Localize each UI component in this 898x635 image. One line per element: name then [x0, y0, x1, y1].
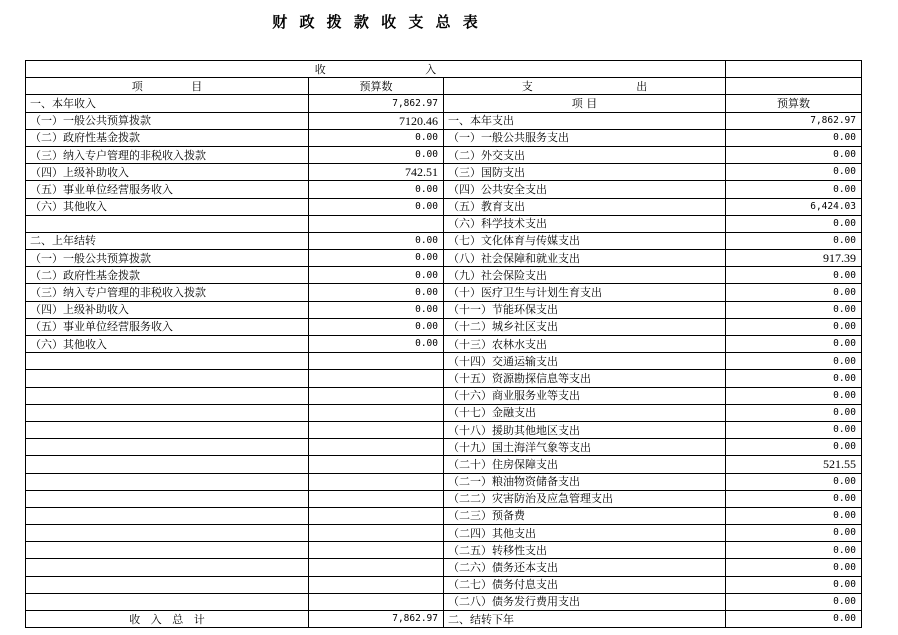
expense-item: （二五）转移性支出 [444, 542, 726, 558]
income-item: （五）事业单位经营服务收入 [26, 319, 309, 335]
table-body [26, 95, 861, 628]
expense-value: 0.00 [833, 596, 856, 608]
expense-value: 0.00 [833, 286, 856, 298]
expense-item: （十七）金融支出 [444, 405, 726, 421]
expense-value: 0.00 [833, 493, 856, 505]
expense-value: 0.00 [833, 424, 856, 436]
empty-cell [26, 508, 309, 524]
expense-item: （十三）农林水支出 [444, 336, 726, 352]
header-row-group [26, 61, 861, 78]
table-row [26, 525, 861, 542]
expense-item: （二二）灾害防治及应急管理支出 [444, 491, 726, 507]
expense-item: （二）外交支出 [444, 147, 726, 163]
expense-item: （一）一般公共服务支出 [444, 130, 726, 146]
empty-cell [309, 577, 444, 593]
empty-cell [309, 508, 444, 524]
table-row [26, 216, 861, 233]
income-item: （六）其他收入 [26, 336, 309, 352]
table-row [26, 95, 861, 112]
income-value: 0.00 [309, 130, 444, 146]
table-row [26, 181, 861, 198]
income-item: （四）上级补助收入 [26, 302, 309, 318]
income-item: （五）事业单位经营服务收入 [26, 181, 309, 197]
expense-item: （十二）城乡社区支出 [444, 319, 726, 335]
expense-value: 917.39 [823, 251, 856, 266]
expense-item: 一、本年支出 [444, 113, 726, 129]
header-income-budget: 预算数 [309, 78, 444, 94]
table-row [26, 422, 861, 439]
income-value: 0.00 [309, 319, 444, 335]
empty-cell [309, 370, 444, 386]
expense-value: 7,862.97 [810, 114, 856, 126]
table-row [26, 113, 861, 130]
empty-cell [309, 542, 444, 558]
expense-value: 0.00 [833, 510, 856, 522]
table-row [26, 611, 861, 628]
expense-item: （七）文化体育与传媒支出 [444, 233, 726, 249]
income-value: 0.00 [309, 284, 444, 300]
empty-cell [26, 542, 309, 558]
expense-value: 0.00 [833, 235, 856, 247]
expense-value: 0.00 [833, 321, 856, 333]
header-expense-item: 项 目 [444, 95, 726, 111]
table-row [26, 491, 861, 508]
table-row [26, 302, 861, 319]
empty-cell [309, 491, 444, 507]
empty-cell [309, 439, 444, 455]
income-item: （四）上级补助收入 [26, 164, 309, 180]
empty-cell [726, 78, 861, 94]
empty-cell [309, 422, 444, 438]
income-item: 一、本年收入 [26, 95, 309, 111]
header-income-item: 项 目 [26, 78, 309, 94]
income-item: （二）政府性基金拨款 [26, 267, 309, 283]
table-row [26, 319, 861, 336]
expense-item: （二八）债务发行费用支出 [444, 594, 726, 610]
table-row [26, 233, 861, 250]
income-item: 二、上年结转 [26, 233, 309, 249]
table-row [26, 594, 861, 611]
income-item: （三）纳入专户管理的非税收入拨款 [26, 284, 309, 300]
header-row-columns [26, 78, 861, 95]
empty-cell [309, 594, 444, 610]
income-value: 7120.46 [309, 113, 444, 129]
empty-cell [26, 474, 309, 490]
table-row [26, 388, 861, 405]
empty-cell [26, 559, 309, 575]
empty-cell [309, 353, 444, 369]
expense-value: 0.00 [833, 527, 856, 539]
income-value: 0.00 [309, 250, 444, 266]
expense-value: 0.00 [833, 132, 856, 144]
empty-cell [26, 405, 309, 421]
table-row [26, 405, 861, 422]
table-row [26, 439, 861, 456]
expense-value: 6,424.03 [810, 200, 856, 212]
empty-cell [309, 525, 444, 541]
table-row [26, 456, 861, 473]
empty-cell [26, 525, 309, 541]
expense-item: （二六）债务还本支出 [444, 559, 726, 575]
page-title: 财 政 拨 款 收 支 总 表 [272, 13, 478, 31]
income-item: （一）一般公共预算拨款 [26, 113, 309, 129]
expense-value: 0.00 [833, 578, 856, 590]
expense-item: （九）社会保险支出 [444, 267, 726, 283]
expense-item: （二四）其他支出 [444, 525, 726, 541]
expense-value: 0.00 [833, 389, 856, 401]
table-row [26, 267, 861, 284]
empty-cell [26, 388, 309, 404]
expense-item: （二七）债务付息支出 [444, 577, 726, 593]
table-row [26, 336, 861, 353]
income-total-label: 收 入 总 计 [26, 611, 309, 627]
expense-item: （十四）交通运输支出 [444, 353, 726, 369]
empty-cell [26, 439, 309, 455]
expense-item: （十八）援助其他地区支出 [444, 422, 726, 438]
expense-value: 0.00 [833, 544, 856, 556]
income-total-value: 7,862.97 [309, 611, 444, 627]
empty-cell [309, 405, 444, 421]
expense-value: 0.00 [833, 303, 856, 315]
empty-cell [26, 216, 309, 232]
table-row [26, 542, 861, 559]
expense-item: （三）国防支出 [444, 164, 726, 180]
table-row [26, 577, 861, 594]
expense-item: （六）科学技术支出 [444, 216, 726, 232]
expense-item: （二一）粮油物资储备支出 [444, 474, 726, 490]
income-item: （三）纳入专户管理的非税收入拨款 [26, 147, 309, 163]
expense-value: 0.00 [833, 407, 856, 419]
expense-value: 0.00 [833, 183, 856, 195]
empty-cell [309, 388, 444, 404]
empty-cell [26, 491, 309, 507]
expense-value: 521.55 [823, 457, 856, 472]
expense-item: （十五）资源勘探信息等支出 [444, 370, 726, 386]
header-expense-budget: 预算数 [777, 96, 810, 110]
expense-value: 0.00 [833, 561, 856, 573]
expense-value: 0.00 [833, 372, 856, 384]
income-value: 0.00 [309, 302, 444, 318]
table-row [26, 130, 861, 147]
expense-value: 0.00 [833, 218, 856, 230]
expense-item: （四）公共安全支出 [444, 181, 726, 197]
income-value: 0.00 [309, 233, 444, 249]
table-row [26, 474, 861, 491]
table-row [26, 250, 861, 267]
empty-cell [26, 594, 309, 610]
income-item: （二）政府性基金拨款 [26, 130, 309, 146]
expense-item: （二三）预备费 [444, 508, 726, 524]
header-expense-group: 支 出 [444, 78, 726, 94]
table-row [26, 284, 861, 301]
income-value: 742.51 [309, 164, 444, 180]
empty-cell [26, 577, 309, 593]
income-value: 0.00 [309, 199, 444, 215]
table-row [26, 353, 861, 370]
empty-cell [26, 422, 309, 438]
expense-value: 0.00 [833, 355, 856, 367]
header-income-group: 收 入 [26, 61, 726, 77]
income-item: （六）其他收入 [26, 199, 309, 215]
income-value: 0.00 [309, 336, 444, 352]
empty-cell [26, 456, 309, 472]
expense-value: 0.00 [833, 338, 856, 350]
table-row [26, 164, 861, 181]
expense-item: （十六）商业服务业等支出 [444, 388, 726, 404]
table-row [26, 147, 861, 164]
empty-cell [309, 216, 444, 232]
table-row [26, 508, 861, 525]
expense-item: （五）教育支出 [444, 199, 726, 215]
expense-value: 0.00 [833, 475, 856, 487]
income-value: 0.00 [309, 181, 444, 197]
table-row [26, 559, 861, 576]
expense-value: 0.00 [833, 269, 856, 281]
empty-cell [309, 474, 444, 490]
table-row [26, 199, 861, 216]
expense-value: 0.00 [833, 613, 856, 625]
empty-cell [726, 61, 861, 77]
table-row [26, 370, 861, 387]
income-value: 0.00 [309, 147, 444, 163]
income-value: 0.00 [309, 267, 444, 283]
empty-cell [26, 370, 309, 386]
income-item: （一）一般公共预算拨款 [26, 250, 309, 266]
empty-cell [309, 559, 444, 575]
expense-value: 0.00 [833, 149, 856, 161]
expense-item: （十一）节能环保支出 [444, 302, 726, 318]
income-value: 7,862.97 [309, 95, 444, 111]
expense-item: （十）医疗卫生与计划生育支出 [444, 284, 726, 300]
expense-item: （二十）住房保障支出 [444, 456, 726, 472]
empty-cell [309, 456, 444, 472]
expense-value: 0.00 [833, 166, 856, 178]
expense-item: 二、结转下年 [444, 611, 726, 627]
expense-item: （八）社会保障和就业支出 [444, 250, 726, 266]
empty-cell [26, 353, 309, 369]
expense-item: （十九）国土海洋气象等支出 [444, 439, 726, 455]
expense-value: 0.00 [833, 441, 856, 453]
budget-table [25, 60, 862, 628]
